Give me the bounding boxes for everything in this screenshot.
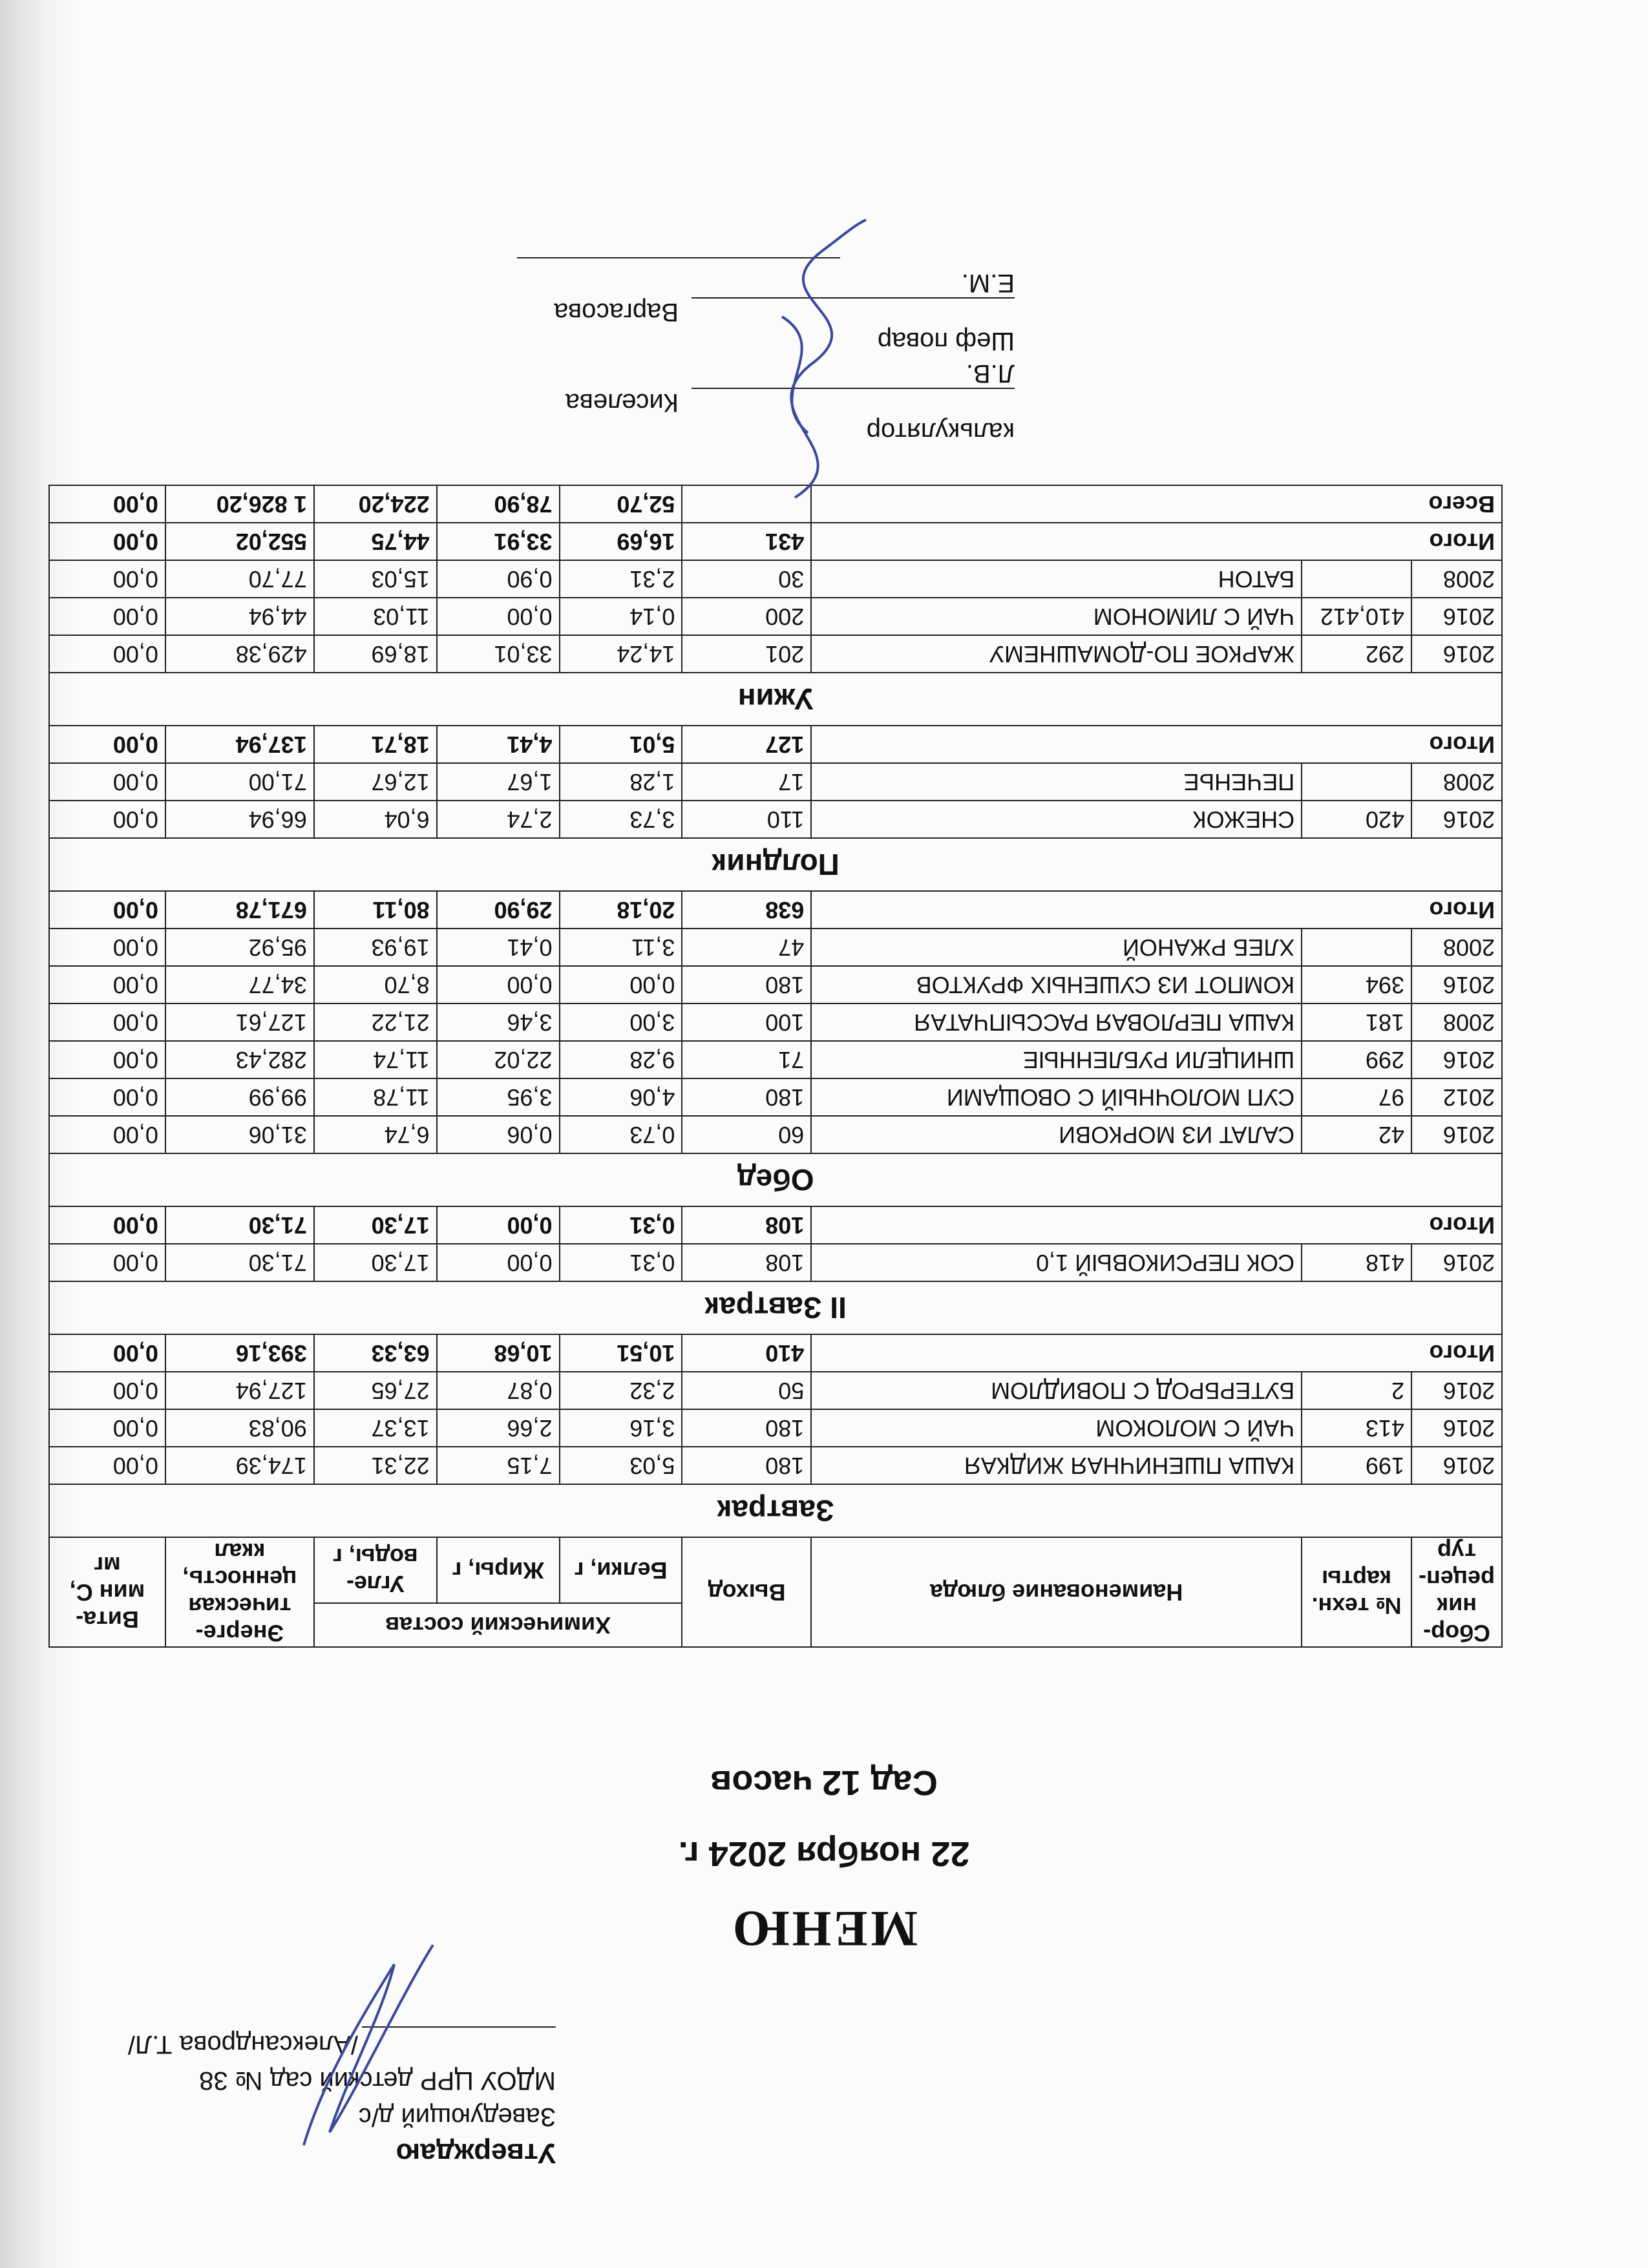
menu-date: 22 ноября 2024 г. [678,1834,970,1873]
cell-collection: 2016 [1411,1447,1502,1484]
table-row [49,1041,1502,1078]
table-row [49,929,1502,966]
grand-total-fat: 78,90 [437,485,560,523]
menu-title: МЕНЮ [730,1901,918,1957]
cell-energy: 90,83 [165,1409,314,1447]
cell-fat: 0,00 [437,1244,560,1281]
cell-dish-name: ПЕЧЕНЬЕ [811,763,1302,801]
cell-protein: 0,73 [560,1116,682,1153]
cell-protein: 3,73 [560,801,682,838]
cell-carbs: 13,37 [314,1409,437,1447]
cell-carbs: 22,31 [314,1447,437,1484]
menu-group: Сад 12 часов [710,1763,938,1802]
grand-total-label: Всего [811,485,1502,523]
staff-signature-scrawl [724,213,892,510]
total-vitamin: 0,00 [49,1334,165,1372]
cell-card: 97 [1302,1078,1411,1116]
cell-collection: 2016 [1411,635,1502,673]
cell-fat: 1,67 [437,763,560,801]
total-protein: 10,51 [560,1334,682,1372]
cell-carbs: 17,30 [314,1244,437,1281]
menu-table [48,485,1503,1648]
header-card: № техн. карты [1302,1537,1411,1647]
cell-fat: 22,02 [437,1041,560,1078]
total-energy: 137,94 [165,726,314,763]
cell-vitamin: 0,00 [49,1116,165,1153]
cell-vitamin: 0,00 [49,1041,165,1078]
grand-total-energy: 1 826,20 [165,485,314,523]
cell-card: 413 [1302,1409,1411,1447]
table-row [49,1409,1502,1447]
total-protein: 16,69 [560,523,682,560]
cell-fat: 0,41 [437,929,560,966]
cell-energy: 127,61 [165,1003,314,1041]
cell-protein: 2,32 [560,1372,682,1409]
header-energy: Энерге-тическая ценность, ккал [165,1537,314,1647]
cell-vitamin: 0,00 [49,1372,165,1409]
table-row [49,1244,1502,1281]
total-fat: 33,91 [437,523,560,560]
table-row [49,763,1502,801]
cell-protein: 2,31 [560,560,682,598]
cell-yield: 71 [682,1041,811,1078]
cell-energy: 429,38 [165,635,314,673]
cell-card [1302,560,1411,598]
cell-protein: 5,03 [560,1447,682,1484]
cell-yield: 200 [682,598,811,635]
grand-total-protein: 52,70 [560,485,682,523]
cell-fat: 2,66 [437,1409,560,1447]
cell-fat: 3,46 [437,1003,560,1041]
cell-vitamin: 0,00 [49,598,165,635]
cell-vitamin: 0,00 [49,560,165,598]
table-row [49,801,1502,838]
section-title: Полдник [49,838,1502,891]
cell-energy: 99,99 [165,1078,314,1116]
cell-energy: 95,92 [165,929,314,966]
section-title: Завтрак [49,1484,1502,1537]
cell-collection: 2016 [1411,1041,1502,1078]
total-fat: 4,41 [437,726,560,763]
cell-dish-name: ЧАЙ С ЛИМОНОМ [811,598,1302,635]
director-signature-scrawl [278,1926,459,2158]
cell-card: 2 [1302,1372,1411,1409]
cell-carbs: 6,74 [314,1116,437,1153]
total-vitamin: 0,00 [49,891,165,929]
cell-carbs: 8,70 [314,966,437,1003]
cell-carbs: 11,03 [314,598,437,635]
table-row [49,1116,1502,1153]
cell-dish-name: БУТЕРБРОД С ПОВИДЛОМ [811,1372,1302,1409]
total-carbs: 44,75 [314,523,437,560]
total-vitamin: 0,00 [49,726,165,763]
cell-vitamin: 0,00 [49,966,165,1003]
section-title: II Завтрак [49,1281,1502,1334]
cell-collection: 2008 [1411,763,1502,801]
header-carbs: Угле-воды, г [314,1537,437,1603]
cell-dish-name: КОМПОТ ИЗ СУШЕНЫХ ФРУКТОВ [811,966,1302,1003]
total-label: Итого [811,891,1502,929]
cell-carbs: 19,93 [314,929,437,966]
total-row [49,1206,1502,1244]
total-protein: 5,01 [560,726,682,763]
grand-total-carbs: 224,20 [314,485,437,523]
cell-card: 394 [1302,966,1411,1003]
cell-protein: 9,28 [560,1041,682,1078]
cell-vitamin: 0,00 [49,929,165,966]
cell-energy: 127,94 [165,1372,314,1409]
cell-collection: 2008 [1411,929,1502,966]
cell-fat: 2,74 [437,801,560,838]
total-carbs: 17,30 [314,1206,437,1244]
cell-fat: 0,90 [437,560,560,598]
cell-vitamin: 0,00 [49,1078,165,1116]
total-carbs: 18,71 [314,726,437,763]
cell-dish-name: КАША ПШЕНИЧНАЯ ЖИДКАЯ [811,1447,1302,1484]
total-label: Итого [811,523,1502,560]
total-protein: 20,18 [560,891,682,929]
cell-fat: 0,87 [437,1372,560,1409]
cell-energy: 174,39 [165,1447,314,1484]
total-row [49,523,1502,560]
cell-fat: 0,00 [437,598,560,635]
cell-card: 42 [1302,1116,1411,1153]
total-energy: 393,16 [165,1334,314,1372]
cell-collection: 2012 [1411,1078,1502,1116]
cell-card: 292 [1302,635,1411,673]
header-fat: Жиры, г [437,1537,560,1603]
total-label: Итого [811,1334,1502,1372]
approval-organization: МДОУ ЦРР детский сад № 38 [199,2066,556,2095]
cell-yield: 30 [682,560,811,598]
total-carbs: 63,33 [314,1334,437,1372]
header-protein: Белки, г [560,1537,682,1603]
cell-yield: 50 [682,1372,811,1409]
header-dish-name: Наименование блюда [811,1537,1302,1647]
total-carbs: 80,11 [314,891,437,929]
cell-protein: 14,24 [560,635,682,673]
cell-vitamin: 0,00 [49,1409,165,1447]
total-yield: 127 [682,726,811,763]
cell-collection: 2016 [1411,966,1502,1003]
cell-carbs: 21,22 [314,1003,437,1041]
table-row [49,1078,1502,1116]
section-row [49,673,1502,726]
cell-protein: 4,06 [560,1078,682,1116]
total-vitamin: 0,00 [49,1206,165,1244]
cell-dish-name: КАША ПЕРЛОВАЯ РАССЫПЧАТАЯ [811,1003,1302,1041]
cell-carbs: 15,03 [314,560,437,598]
cell-card: 181 [1302,1003,1411,1041]
cell-protein: 3,11 [560,929,682,966]
cell-yield: 60 [682,1116,811,1153]
total-vitamin: 0,00 [49,523,165,560]
cell-vitamin: 0,00 [49,1003,165,1041]
cell-dish-name: БАТОН [811,560,1302,598]
cell-dish-name: ХЛЕБ РЖАНОЙ [811,929,1302,966]
cell-collection: 2008 [1411,560,1502,598]
cell-energy: 44,94 [165,598,314,635]
cell-vitamin: 0,00 [49,1244,165,1281]
cell-carbs: 27,65 [314,1372,437,1409]
cell-yield: 47 [682,929,811,966]
section-title: Обед [49,1153,1502,1206]
section-row [49,1153,1502,1206]
cell-vitamin: 0,00 [49,1447,165,1484]
header-chemical-composition: Химический состав [314,1603,682,1647]
cell-collection: 2016 [1411,1116,1502,1153]
cell-dish-name: ШНИЦЕЛИ РУБЛЕННЫЕ [811,1041,1302,1078]
cell-card: 410,412 [1302,598,1411,635]
cell-protein: 0,14 [560,598,682,635]
cell-collection: 2016 [1411,1409,1502,1447]
total-row [49,891,1502,929]
cell-collection: 2016 [1411,1372,1502,1409]
table-row [49,560,1502,598]
total-fat: 29,90 [437,891,560,929]
section-row [49,838,1502,891]
cell-carbs: 11,74 [314,1041,437,1078]
cell-protein: 3,16 [560,1409,682,1447]
total-yield: 431 [682,523,811,560]
cell-energy: 77,70 [165,560,314,598]
cell-dish-name: ЧАЙ С МОЛОКОМ [811,1409,1302,1447]
total-label: Итого [811,726,1502,763]
cell-vitamin: 0,00 [49,635,165,673]
header-yield: Выход [682,1537,811,1647]
total-label: Итого [811,1206,1502,1244]
cell-yield: 180 [682,1078,811,1116]
cell-vitamin: 0,00 [49,763,165,801]
cell-dish-name: СОК ПЕРСИКОВЫЙ 1,0 [811,1244,1302,1281]
total-fat: 10,68 [437,1334,560,1372]
cell-yield: 201 [682,635,811,673]
cell-carbs: 6,04 [314,801,437,838]
cell-fat: 0,06 [437,1116,560,1153]
cell-fat: 0,00 [437,966,560,1003]
total-row [49,1334,1502,1372]
cell-vitamin: 0,00 [49,801,165,838]
cell-energy: 282,43 [165,1041,314,1078]
cell-carbs: 11,78 [314,1078,437,1116]
cell-card: 420 [1302,801,1411,838]
cell-collection: 2016 [1411,1244,1502,1281]
section-title: Ужин [49,673,1502,726]
header-collection: Сбор-ник рецеп-тур [1411,1537,1502,1647]
total-energy: 71,30 [165,1206,314,1244]
cell-energy: 31,06 [165,1116,314,1153]
total-fat: 0,00 [437,1206,560,1244]
section-row [49,1484,1502,1537]
cell-yield: 180 [682,1447,811,1484]
cell-dish-name: СНЕЖОК [811,801,1302,838]
cell-fat: 7,15 [437,1447,560,1484]
total-row [49,726,1502,763]
signature-role: Шеф повар [877,327,1015,355]
approval-position: Заведующий д/с [358,2103,556,2131]
table-row [49,598,1502,635]
total-energy: 671,78 [165,891,314,929]
cell-collection: 2016 [1411,801,1502,838]
cell-card [1302,929,1411,966]
approval-name: /Александрова Т.Л/ [127,2030,358,2059]
total-protein: 0,31 [560,1206,682,1244]
total-yield: 410 [682,1334,811,1372]
cell-protein: 0,00 [560,966,682,1003]
total-yield: 638 [682,891,811,929]
cell-dish-name: САЛАТ ИЗ МОРКОВИ [811,1116,1302,1153]
cell-carbs: 12,67 [314,763,437,801]
total-yield: 108 [682,1206,811,1244]
cell-carbs: 18,69 [314,635,437,673]
grand-total-vitamin: 0,00 [49,485,165,523]
cell-energy: 66,94 [165,801,314,838]
cell-card: 418 [1302,1244,1411,1281]
cell-yield: 180 [682,1409,811,1447]
signature-name: Киселева Л.В. [565,359,1015,417]
cell-card: 299 [1302,1041,1411,1078]
section-row [49,1281,1502,1334]
table-row [49,1447,1502,1484]
cell-dish-name: СУП МОЛОЧНЫЙ С ОВОЩАМИ [811,1078,1302,1116]
total-energy: 552,02 [165,523,314,560]
cell-collection: 2008 [1411,1003,1502,1041]
cell-protein: 1,28 [560,763,682,801]
cell-energy: 71,30 [165,1244,314,1281]
cell-yield: 100 [682,1003,811,1041]
table-row [49,1372,1502,1409]
cell-card [1302,763,1411,801]
approval-title: Утверждаю [396,2137,556,2169]
cell-fat: 3,95 [437,1078,560,1116]
cell-protein: 3,00 [560,1003,682,1041]
cell-yield: 180 [682,966,811,1003]
cell-dish-name: ЖАРКОЕ ПО-ДОМАШНЕМУ [811,635,1302,673]
cell-fat: 33,01 [437,635,560,673]
signature-name: Варгасова Е.М. [554,269,1015,326]
header-vitamin: Вита-мин С, мг [49,1537,165,1647]
cell-energy: 71,00 [165,763,314,801]
cell-energy: 34,77 [165,966,314,1003]
cell-yield: 17 [682,763,811,801]
table-row [49,635,1502,673]
table-row [49,966,1502,1003]
cell-yield: 108 [682,1244,811,1281]
signature-role: калькулятор [866,417,1015,446]
cell-card: 199 [1302,1447,1411,1484]
cell-collection: 2016 [1411,598,1502,635]
table-row [49,1003,1502,1041]
cell-protein: 0,31 [560,1244,682,1281]
cell-yield: 110 [682,801,811,838]
